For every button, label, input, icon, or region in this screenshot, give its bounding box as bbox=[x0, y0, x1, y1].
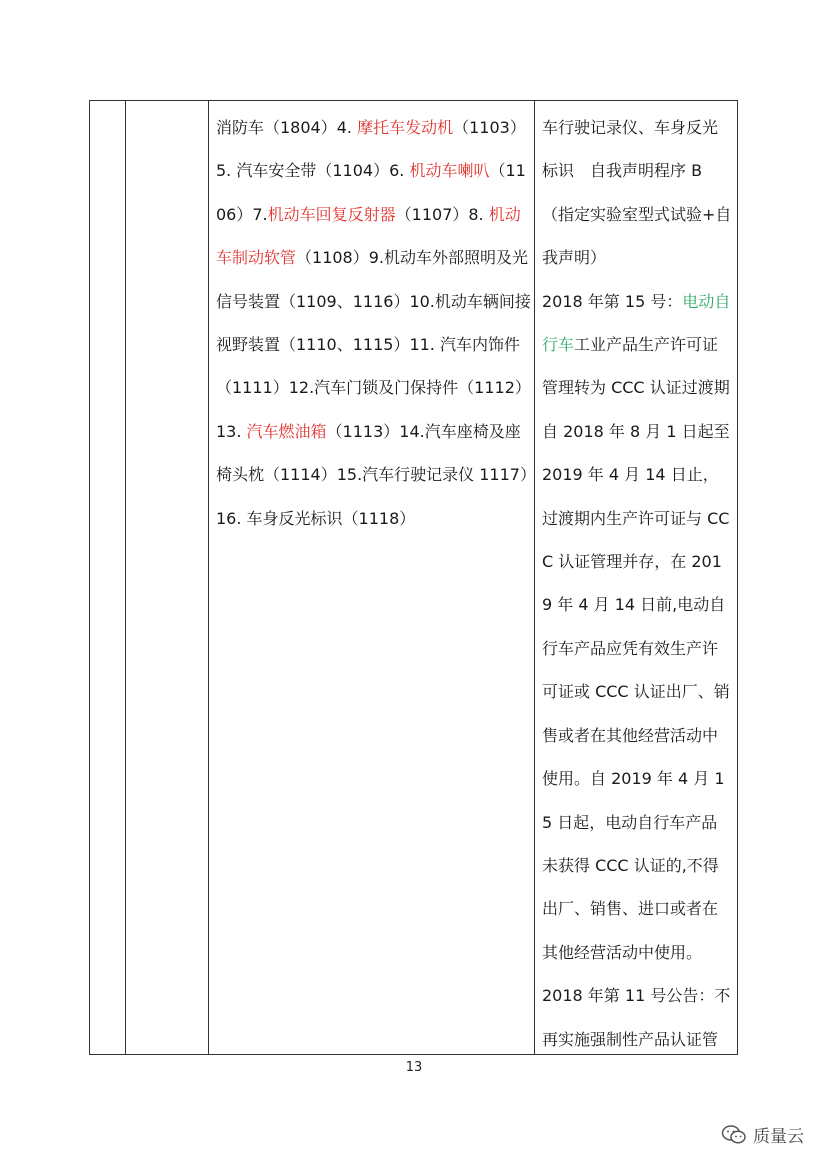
text-segment: 工业产品生产许可证管理转为 CCC 认证过渡期自 2018 年 8 月 1 日起至 2019 年 4 月 14 日止，过渡期内生产许可证与 CCC 认证管理并存，在 2019 年 4 月 14 日前,电动自行车产品应凭有效生产许可证或 CCC 认证出厂、销售或者在其他经营活动中使用。自 2019 年 4 月 15 日起，电动自行车产品未获得 CCC 认证的,不得出厂、销售、进口或者在其他经营活动中使用。 bbox=[542, 335, 730, 962]
highlighted-term: 机动车回复反射器 bbox=[267, 204, 396, 224]
highlighted-term: 机动车制动软管 bbox=[216, 204, 521, 268]
wechat-icon bbox=[721, 1124, 747, 1146]
text-segment: （1113）14.汽车座椅及座椅头枕（1114）15.汽车行驶记录仪 1117）16. 车身反光标识（1118） bbox=[216, 421, 528, 528]
page-number: 13 bbox=[405, 1060, 423, 1075]
highlighted-term: 机动车喇叭 bbox=[409, 161, 490, 181]
highlighted-term: 摩托车发动机 bbox=[357, 118, 454, 137]
text-segment: 2018 年第 15 号： bbox=[542, 291, 683, 311]
highlighted-term: 汽车燃油箱 bbox=[246, 421, 327, 441]
product-list-cell bbox=[216, 106, 532, 540]
text-segment: （1106）7. bbox=[216, 161, 526, 224]
text-segment: （1108）9.机动车外部照明及光信号装置（1109、1116）10.机动车辆间接视野装置（1110、1115）11. 汽车内饰件（1111）12.汽车门锁及门保持件（1112）13. bbox=[216, 248, 531, 441]
certification-note-cell bbox=[542, 106, 732, 1061]
watermark-text: 质量云 bbox=[753, 1127, 804, 1147]
column-divider bbox=[534, 101, 535, 1054]
watermark bbox=[721, 1122, 804, 1147]
text-segment: （1107）8. bbox=[395, 204, 489, 224]
column-divider bbox=[125, 101, 126, 1054]
text-segment: （1103）5. 汽车安全带（1104）6. bbox=[216, 118, 526, 181]
text-segment: 2018 年第 11 号公告：不再实施强制性产品认证管 bbox=[542, 986, 731, 1049]
text-segment: 车行驶记录仪、车身反光标识 自我声明程序 B （指定实验室型式试验+自我声明） bbox=[542, 118, 732, 268]
column-divider bbox=[208, 101, 209, 1054]
regulation-table bbox=[89, 100, 738, 1055]
text-segment: 消防车（1804）4. bbox=[216, 118, 358, 137]
highlighted-term: 电动自行车 bbox=[542, 291, 731, 355]
